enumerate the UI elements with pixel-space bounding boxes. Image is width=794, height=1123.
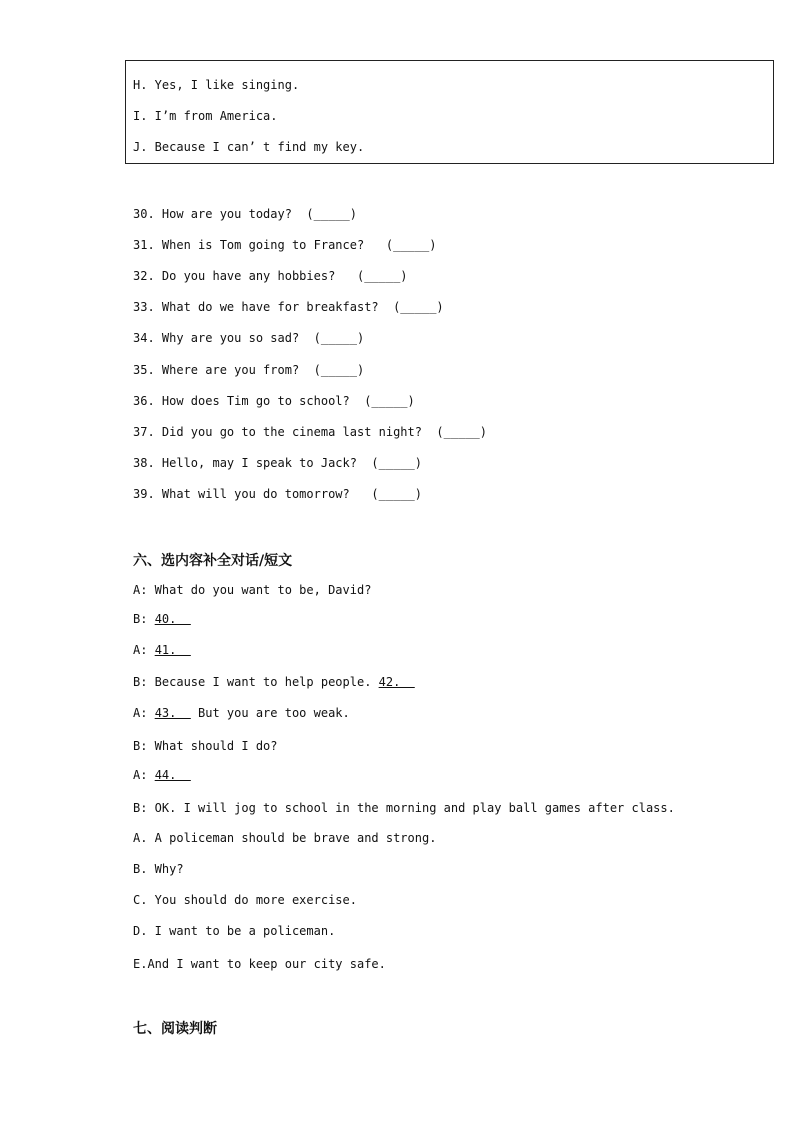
choice-a: A. A policeman should be brave and strong.: [133, 831, 437, 845]
question-37: 37. Did you go to the cinema last night? (_____): [133, 425, 488, 439]
dialogue-speaker: A:: [133, 643, 155, 657]
dialogue-speaker: A:: [133, 768, 155, 782]
option-i: I. I’m from America.: [133, 109, 278, 123]
question-35: 35. Where are you from? (_____): [133, 363, 365, 377]
choice-b: B. Why?: [133, 862, 184, 876]
choice-c: C. You should do more exercise.: [133, 893, 357, 907]
dialogue-line-5: [133, 705, 350, 721]
choice-e: E.And I want to keep our city safe.: [133, 957, 386, 971]
blank-44: 44.: [154, 768, 191, 782]
dialogue-speaker: A:: [133, 706, 155, 720]
option-j: J. Because I can’ t find my key.: [133, 140, 365, 154]
blank-40: 40.: [154, 612, 191, 626]
dialogue-text: But you are too weak.: [190, 706, 350, 720]
choice-d: D. I want to be a policeman.: [133, 924, 336, 938]
option-h: H. Yes, I like singing.: [133, 78, 300, 92]
section-7-title: 七、阅读判断: [133, 1021, 217, 1037]
question-36: 36. How does Tim go to school? (_____): [133, 394, 415, 408]
dialogue-line-2: [133, 611, 191, 627]
question-32: 32. Do you have any hobbies? (_____): [133, 269, 408, 283]
blank-42: 42.: [378, 675, 415, 689]
blank-43: 43.: [154, 706, 191, 720]
dialogue-text: B: Because I want to help people.: [133, 675, 379, 689]
question-38: 38. Hello, may I speak to Jack? (_____): [133, 456, 422, 470]
question-34: 34. Why are you so sad? (_____): [133, 331, 365, 345]
question-31: 31. When is Tom going to France? (_____): [133, 238, 437, 252]
question-39: 39. What will you do tomorrow? (_____): [133, 487, 422, 501]
dialogue-line-4: [133, 674, 415, 690]
dialogue-line-1: A: What do you want to be, David?: [133, 583, 372, 597]
question-33: 33. What do we have for breakfast? (_____): [133, 300, 444, 314]
dialogue-line-3: [133, 642, 191, 658]
blank-41: 41.: [154, 643, 191, 657]
question-30: 30. How are you today? (_____): [133, 207, 357, 221]
section-6-title: 六、选内容补全对话/短文: [133, 553, 293, 569]
dialogue-line-6: B: What should I do?: [133, 739, 278, 753]
dialogue-line-8: B: OK. I will jog to school in the morning and play ball games after class.: [133, 801, 675, 815]
dialogue-line-7: [133, 767, 191, 783]
dialogue-speaker: B:: [133, 612, 155, 626]
